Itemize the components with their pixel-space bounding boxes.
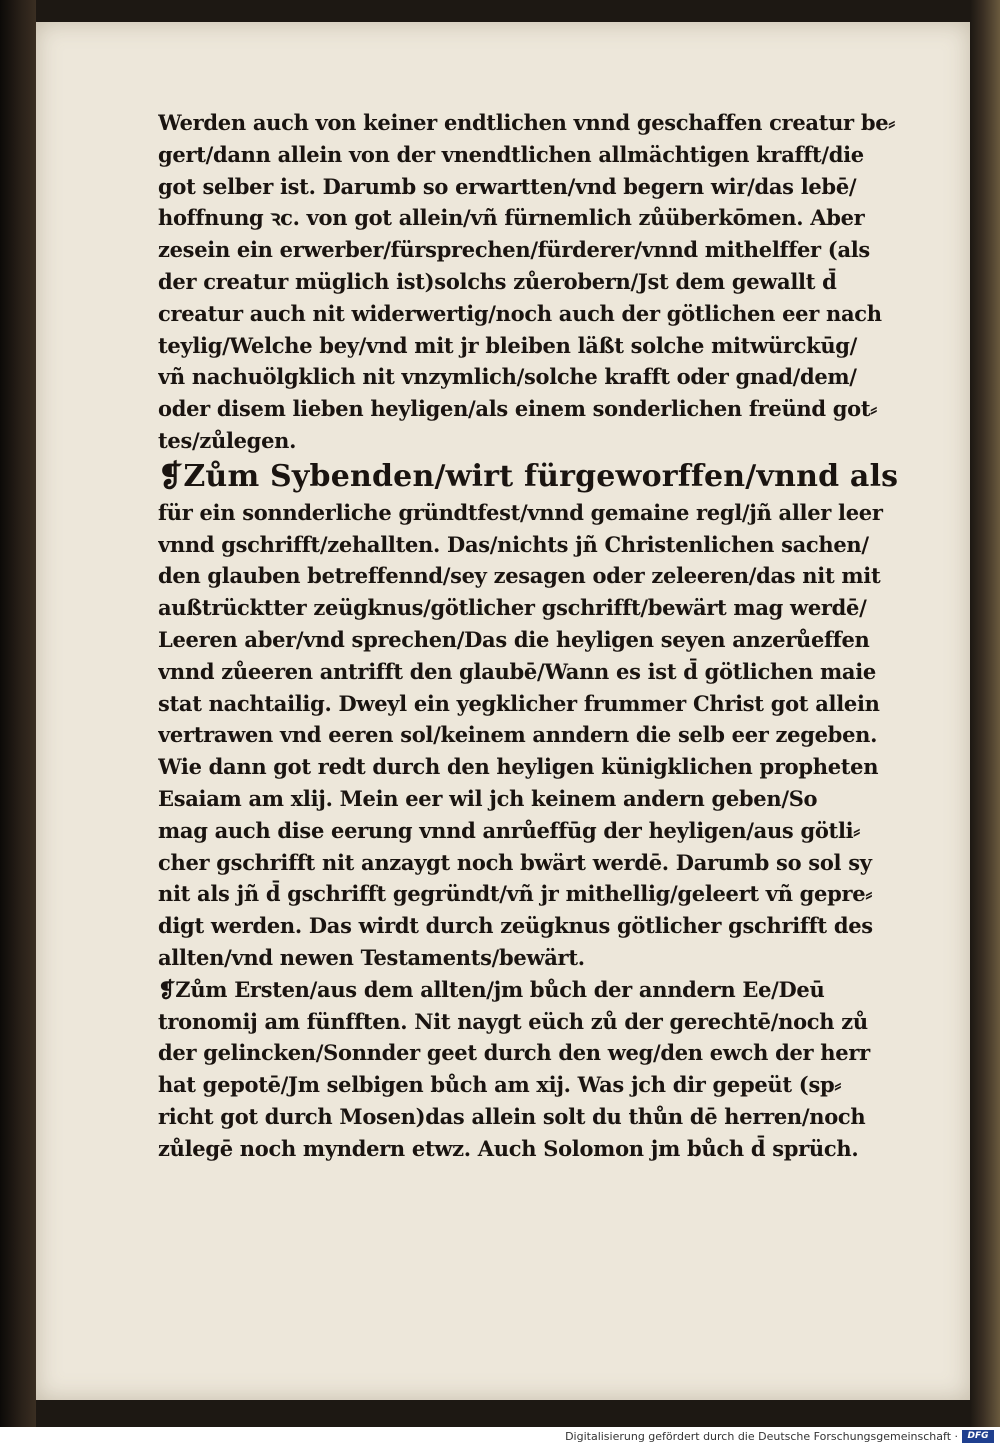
section-heading-line: ❡Zům Sybenden/wirt fürgeworffen/vnnd als: [158, 458, 898, 494]
text-line: teylig/Welche bey/vnd mit jr bleiben läßt solche mitwürckūg/: [158, 332, 858, 358]
text-line: der creatur müglich ist)solchs zůerobern/Jst dem gewallt d̄: [158, 268, 837, 294]
text-line: Werden auch von keiner endtlichen vnnd geschaffen creatur be⸗: [158, 110, 895, 135]
text-line: Esaiam am xlij. Mein eer wil jch keinem andern geben/So: [158, 785, 818, 811]
text-line: allten/vnd newen Testaments/bewärt.: [158, 944, 585, 970]
dfg-logo: DFG: [962, 1430, 994, 1443]
text-line: creatur auch nit widerwertig/noch auch der götlichen eer nach: [158, 300, 882, 326]
text-line: nit als jñ d̄ gschrifft gegründt/vñ jr mithellig/geleert vñ gepre⸗: [158, 881, 873, 907]
text-line: gert/dann allein von der vnendtlichen allmächtigen krafft/die: [158, 141, 864, 167]
text-line: tronomij am fünfften. Nit naygt eüch zů der gerechtē/noch zů: [158, 1008, 868, 1034]
page-text-block: [158, 107, 898, 1165]
footer-bar: [0, 1427, 1000, 1447]
text-line: tes/zůlegen.: [158, 427, 297, 453]
text-line: vñ nachuölgklich nit vnzymlich/solche krafft oder gnad/dem/: [158, 364, 857, 390]
binding-edge-left: [0, 0, 36, 1427]
text-line: zůlegē noch myndern etwz. Auch Solomon jm bůch d̄ sprüch.: [158, 1135, 859, 1161]
text-line: got selber ist. Darumb so erwartten/vnd begern wir/das lebē/: [158, 173, 857, 199]
text-line: Leeren aber/vnd sprechen/Das die heyligen seyen anzerůeffen: [158, 626, 870, 652]
text-line: ❡Zům Ersten/aus dem allten/jm bůch der anndern Ee/Deū: [158, 976, 825, 1002]
funding-credit: Digitalisierung gefördert durch die Deutsche Forschungsgemeinschaft ·: [565, 1430, 958, 1443]
text-line: digt werden. Das wirdt durch zeügknus götlicher gschrifft des: [158, 913, 873, 939]
text-line: vnnd gschrifft/zehallten. Das/nichts jñ Christenlichen sachen/: [158, 531, 869, 557]
text-line: zesein ein erwerber/fürsprechen/fürderer/vnnd mithelffer (als: [158, 237, 870, 263]
text-line: richt got durch Mosen)das allein solt du thůn dē herren/noch: [158, 1103, 866, 1129]
text-line: für ein sonnderliche gründtfest/vnnd gemaine regl/jñ aller leer: [158, 499, 883, 525]
text-line: mag auch dise eerung vnnd anrůeffūg der heyligen/aus götli⸗: [158, 817, 861, 843]
text-line: stat nachtailig. Dweyl ein yegklicher frummer Christ got allein: [158, 690, 880, 716]
text-line: vnnd zůeeren antrifft den glaubē/Wann es ist d̄ götlichen maie: [158, 658, 876, 684]
binding-edge-right: [970, 0, 1000, 1427]
text-line: hat gepotē/Jm selbigen bůch am xij. Was jch dir gepeüt (sp⸗: [158, 1072, 842, 1098]
text-line: außtrücktter zeügknus/götlicher gschrifft/bewärt mag werdē/: [158, 595, 867, 621]
text-line: cher gschrifft nit anzaygt noch bwärt werdē. Darumb so sol sy: [158, 849, 872, 875]
text-line: der gelincken/Sonnder geet durch den weg/den ewch der herr: [158, 1040, 870, 1066]
text-line: oder disem lieben heyligen/als einem sonderlichen freünd got⸗: [158, 396, 877, 422]
text-line: Wie dann got redt durch den heyligen künigklichen propheten: [158, 754, 879, 780]
text-line: den glauben betreffennd/sey zesagen oder zeleeren/das nit mit: [158, 563, 881, 589]
text-line: hoffnung ꝛc. von got allein/vñ fürnemlich zůüberkōmen. Aber: [158, 205, 865, 231]
text-line: vertrawen vnd eeren sol/keinem anndern die selb eer zegeben.: [158, 722, 878, 748]
